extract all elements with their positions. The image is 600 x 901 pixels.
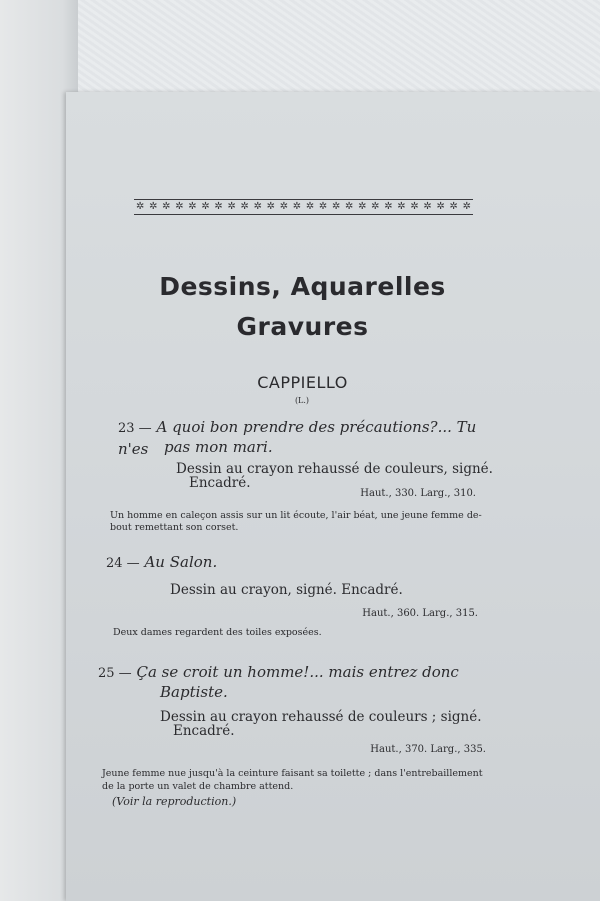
ornament-glyph: ✲ — [358, 201, 367, 212]
ornament-glyph: ✲ — [410, 201, 419, 212]
ornament-glyph: ✲ — [345, 201, 354, 212]
entry-25-number: 25 — — [98, 666, 132, 681]
ornament-glyph: ✲ — [449, 201, 458, 212]
artist-name: CAPPIELLO — [257, 373, 348, 392]
entry-23-title: A quoi bon prendre des précautions?... Tu n'es — [118, 418, 477, 458]
entry-23-title-cont: pas mon mari. — [164, 438, 273, 456]
ornament-glyph: ✲ — [436, 201, 445, 212]
ornament-glyph: ✲ — [188, 201, 197, 212]
entry-25-description: Dessin au crayon rehaussé de couleurs ; signé. — [160, 709, 482, 725]
ornament-glyph: ✲ — [201, 201, 210, 212]
ornament-glyph: ✲ — [253, 201, 262, 212]
entry-25-title-cont: Baptiste. — [160, 683, 228, 701]
ornament-glyph: ✲ — [136, 201, 145, 212]
ornament-glyph: ✲ — [149, 201, 158, 212]
entry-24-dimensions: Haut., 360. Larg., 315. — [362, 608, 478, 619]
entry-23-title-line2 — [164, 437, 273, 457]
entry-23-note-cont: bout remettant son corset. — [110, 522, 239, 533]
ornament-glyph: ✲ — [305, 201, 315, 212]
entry-25-description-cont: Encadré. — [173, 723, 235, 739]
entry-25-title: Ça se croit un homme!... mais entrez donc — [136, 663, 459, 681]
entry-24-number: 24 — — [106, 556, 140, 571]
ornament-glyph: ✲ — [175, 201, 184, 212]
ornament-glyph: ✲ — [162, 201, 171, 212]
entry-24-title-line1 — [106, 552, 217, 574]
entry-23-note: Un homme en caleçon assis sur un lit écoute, l'air béat, une jeune femme de- — [110, 510, 482, 521]
entry-24-title: Au Salon. — [144, 553, 218, 571]
entry-23-number: 23 — — [118, 421, 152, 436]
ornament-glyph: ✲ — [266, 201, 276, 212]
section-title-line2: Gravures — [236, 312, 369, 341]
entry-25-note-cont: de la porte un valet de chambre attend. — [102, 781, 294, 792]
ornament-glyph: ✲ — [279, 201, 289, 212]
entry-25-note: Jeune femme nue jusqu'à la ceinture faisant sa toilette ; dans l'entrebaillement — [102, 768, 483, 779]
ornament-glyph: ✲ — [371, 201, 380, 212]
ornament-glyph: ✲ — [240, 201, 249, 212]
ornament-glyph: ✲ — [331, 201, 341, 212]
entry-24-note: Deux dames regardent des toiles exposées. — [113, 627, 322, 638]
entry-25-title-line1 — [98, 662, 498, 684]
entry-23-dimensions: Haut., 330. Larg., 310. — [360, 488, 476, 499]
ornament-glyph: ✲ — [214, 201, 223, 212]
section-title-line1: Dessins, Aquarelles — [159, 272, 446, 301]
ornament-glyph: ✲ — [318, 201, 328, 212]
decorative-border — [134, 199, 473, 215]
ornament-glyph: ✲ — [462, 201, 471, 212]
entry-23-description-cont: Encadré. — [189, 475, 251, 491]
entry-23-description: Dessin au crayon rehaussé de couleurs, signé. — [176, 461, 493, 477]
entry-24-description: Dessin au crayon, signé. Encadré. — [170, 582, 403, 598]
ornament-glyph: ✲ — [397, 201, 406, 212]
ornament-glyph: ✲ — [292, 201, 302, 212]
background-surface — [60, 0, 600, 100]
entry-25-reproduction-note: (Voir la reproduction.) — [112, 795, 237, 808]
ornament-glyph: ✲ — [227, 201, 236, 212]
ornament-glyph: ✲ — [423, 201, 432, 212]
entry-25-title-line2 — [160, 682, 228, 702]
entry-25-dimensions: Haut., 370. Larg., 335. — [370, 744, 486, 755]
ornament-glyph: ✲ — [384, 201, 393, 212]
artist-initial: (L.) — [294, 396, 310, 405]
